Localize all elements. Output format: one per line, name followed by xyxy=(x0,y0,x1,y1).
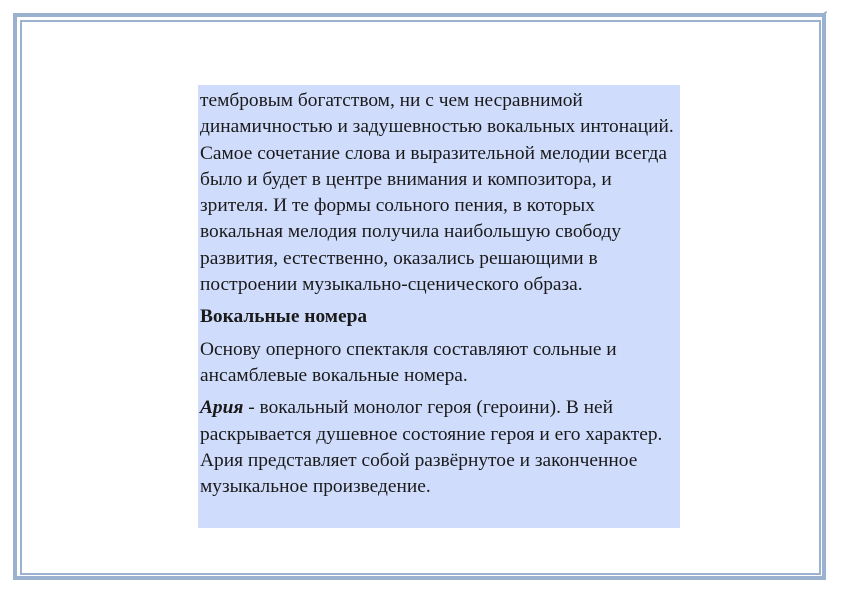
aria-term: Ария xyxy=(200,397,244,419)
body-paragraph: Основу оперного спектакля составляют сольные и ансамблевые вокальные номера. xyxy=(200,338,617,386)
aria-paragraph xyxy=(200,395,676,500)
section-heading: Вокальные номера xyxy=(200,306,368,328)
text-box xyxy=(198,85,680,528)
intro-paragraph: тембровым богатством, ни с чем несравнимой динамичностью и задушевностью вокальных интонаций. Самое сочетание слова и выразительной мелодии всегда было и будет в центре внимания и композитора, и зрителя. И те формы сольного пения, в которых вокальная мелодия получила наибольшую свободу развития, естественно, оказались решающими в построении музыкально-сценического образа. xyxy=(200,90,674,296)
aria-definition: - вокальный монолог героя (героини). В ней раскрывается душевное состояние героя и его характер. Ария представляет собой развёрнутое и законченное музыкальное произведение. xyxy=(200,397,663,498)
